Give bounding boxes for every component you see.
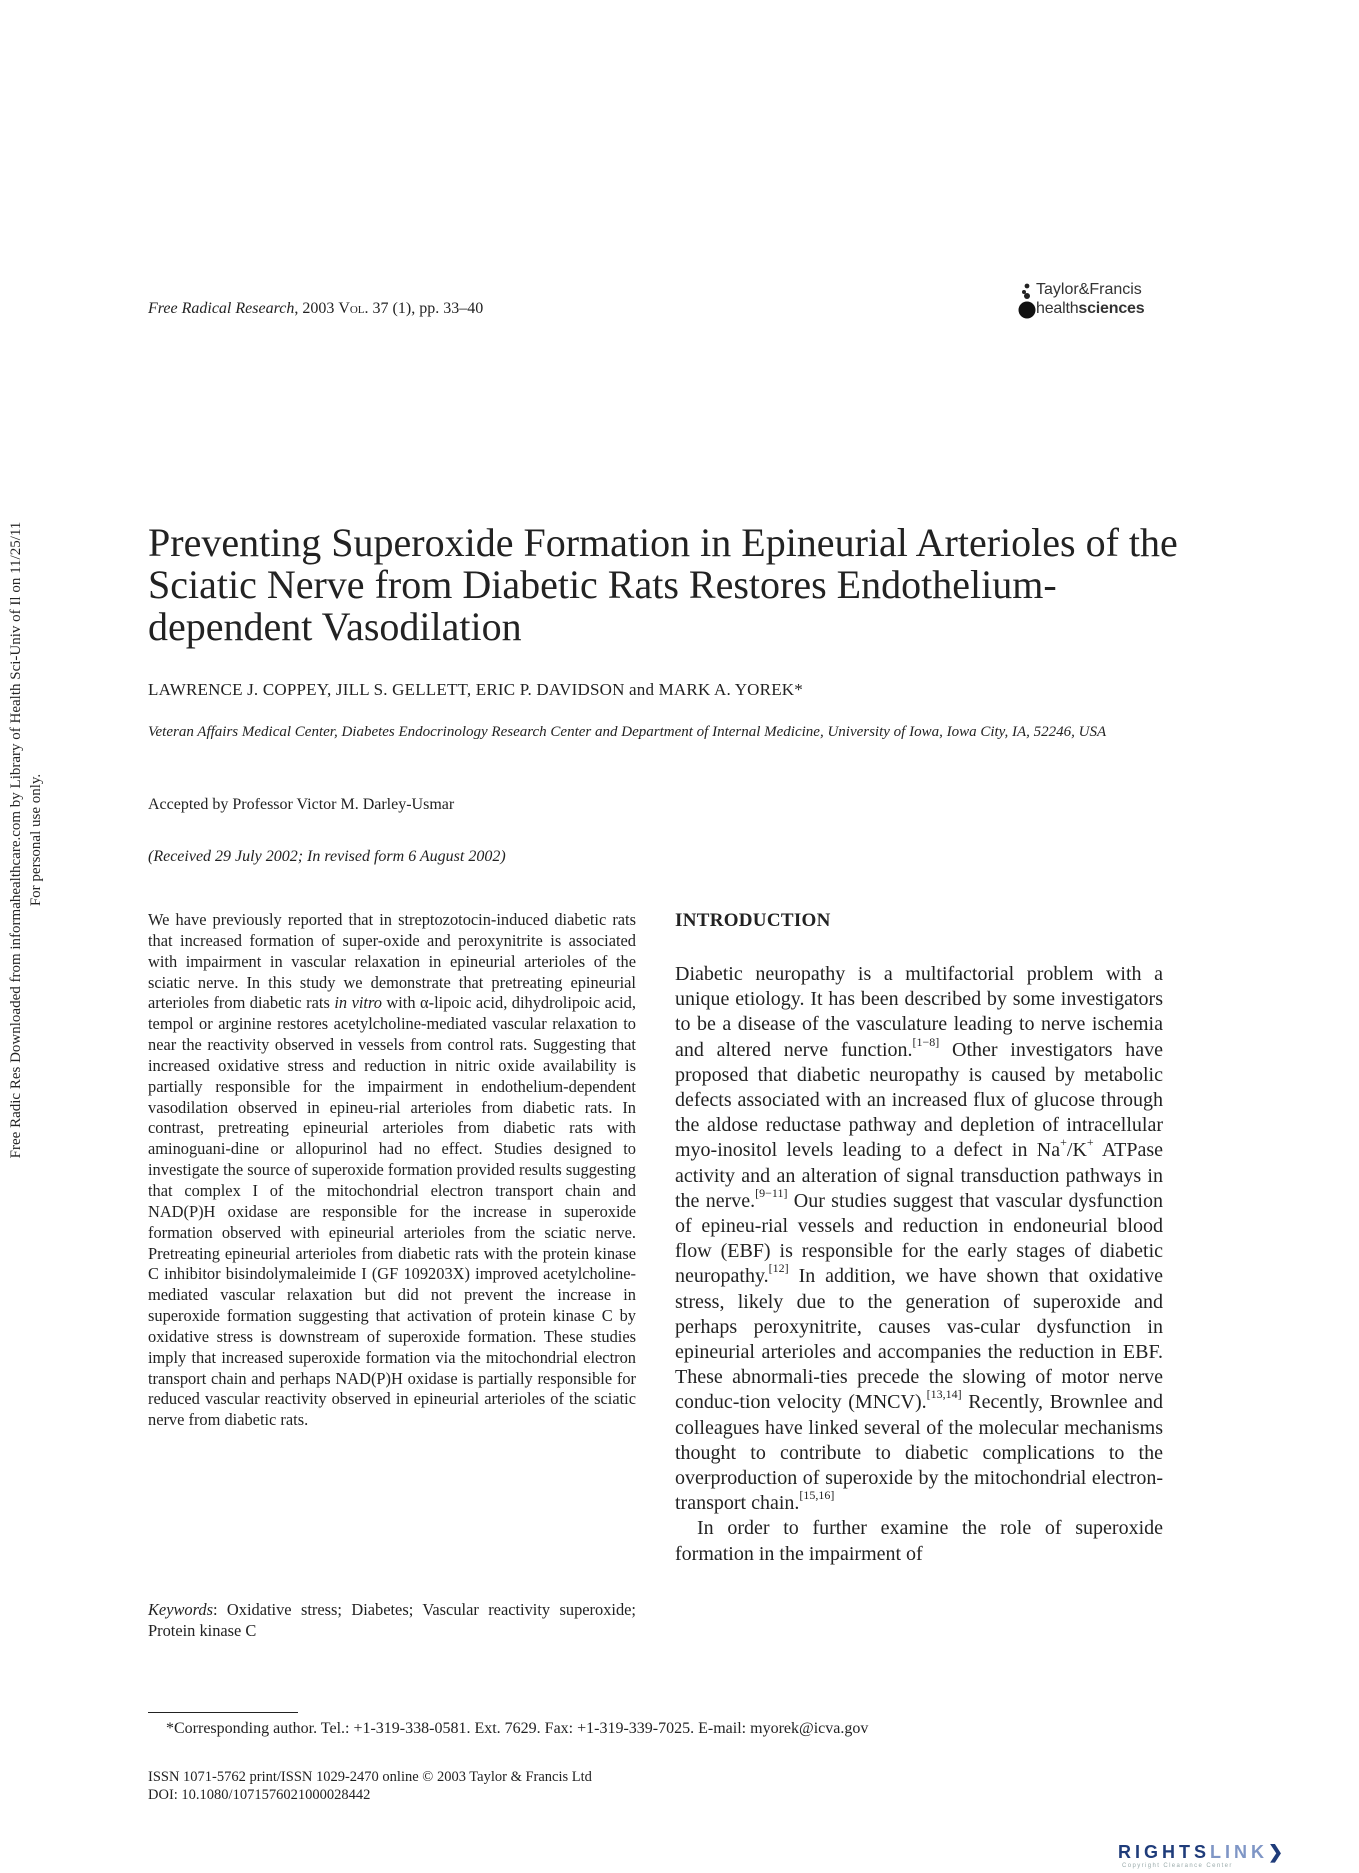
footnote-divider — [148, 1712, 298, 1713]
personal-use-notice: For personal use only. — [28, 773, 44, 907]
affiliation: Veteran Affairs Medical Center, Diabetes Endocrinology Research Center and Department of Internal Medicine, University of Iowa, Iowa City, IA, 52246, USA — [148, 724, 1107, 740]
section-heading-introduction: INTRODUCTION — [675, 910, 831, 931]
corresponding-author-footnote: *Corresponding author. Tel.: +1-319-338-0581. Ext. 7629. Fax: +1-319-339-7025. E-mail: myorek@icva.gov — [166, 1720, 869, 1737]
introduction-paragraph: Diabetic neuropathy is a multifactorial problem with a unique etiology. It has been described by some investigators to be a disease of the vasculature leading to nerve ischemia and altered nerve function.[1−8] Other investigators have proposed that diabetic neuropathy is caused by metabolic defects associated with an increased flux of glucose through the aldose reductase pathway and depletion of intracellular myo-inositol levels leading to a defect in Na+/K+ ATPase activity and an alteration of signal transduction pathways in the nerve.[9−11] Our studies suggest that vascular dysfunction of epineu-rial vessels and reduction in endoneurial blood flow (EBF) is responsible for the early stages of diabetic neuropathy.[12] In addition, we have shown that oxidative stress, likely due to the generation of superoxide and perhaps peroxynitrite, causes vas-cular dysfunction in epineurial arterioles and accompanies the reduction in EBF. These abnormali-ties precede the slowing of motor nerve conduc-tion velocity (MNCV).[13,14] Recently, Brownlee and colleagues have linked several of the molecular mechanisms thought to contribute to diabetic complications to the overproduction of superoxide by the mitochondrial electron-transport chain.[15,16] — [675, 963, 1164, 1515]
accepted-by: Accepted by Professor Victor M. Darley-Usmar — [148, 796, 455, 813]
citation: [1−8] — [912, 1034, 940, 1049]
received-dates: (Received 29 July 2002; In revised form 6 August 2002) — [148, 848, 506, 865]
download-watermark — [0, 0, 65, 1873]
journal-name: Free Radical Research — [148, 300, 295, 317]
introduction-body — [675, 962, 1163, 1567]
volume-label: Vol. — [338, 300, 369, 317]
keywords-list: : Oxidative stress; Diabetes; Vascular reactivity superoxide; Protein kinase C — [148, 1600, 636, 1640]
doi-line: DOI: 10.1080/1071576021000028442 — [148, 1787, 371, 1803]
rightslink-arrow-icon: ❯ — [1268, 1842, 1288, 1862]
journal-citation — [148, 300, 483, 318]
download-notice: Free Radic Res Downloaded from informahealthcare.com by Library of Health Sci-Univ of Il on 11/25/11 — [8, 521, 24, 1159]
issn-block — [148, 1768, 592, 1804]
abstract: We have previously reported that in streptozotocin-induced diabetic rats that increased formation of super-oxide and peroxynitrite is associated with impairment in vascular relaxation in epineurial arterioles of the sciatic nerve. In this study we demonstrate that pretreating epineurial arterioles from diabetic rats in vitro with α-lipoic acid, dihydrolipoic acid, tempol or arginine restores acetylcholine-mediated vascular relaxation to near the reactivity observed in vessels from control rats. Suggesting that increased oxidative stress and reduction in nitric oxide availability is partially responsible for the impairment in endothelium-dependent vasodilation observed in epineu-rial arterioles from diabetic rats. In contrast, pretreating epineurial arterioles from diabetic rats with aminoguani-dine or allopurinol had no effect. Studies designed to investigate the source of superoxide formation provided results suggesting that complex I of the mitochondrial electron transport chain and NAD(P)H oxidase are responsible for the increase in superoxide formation observed with epineurial arterioles from the sciatic nerve. Pretreating epineurial arterioles from diabetic rats with the protein kinase C inhibitor bisindolymaleimide I (GF 109203X) improved acetylcholine-mediated vascular relaxation but did not prevent the increase in superoxide formation suggesting that activation of protein kinase C by oxidative stress is downstream of superoxide formation. These studies imply that increased superoxide formation via the mitochondrial electron transport chain and perhaps NAD(P)H oxidase is partially responsible for reduced vascular reactivity observed in epineurial arterioles of the sciatic nerve from diabetic rats. — [148, 910, 636, 1430]
article-title: Preventing Superoxide Formation in Epineurial Arterioles of the Sciatic Nerve from Diabetic Rats Restores Endothelium-dependent Vasodilation — [148, 520, 1178, 649]
journal-year: , 2003 — [294, 300, 339, 317]
publisher-division: healthsciences — [1036, 300, 1145, 317]
keywords-label: Keywords — [148, 1600, 213, 1619]
keywords — [148, 1600, 636, 1642]
rightslink-subtitle: Copyright Clearance Center — [1122, 1863, 1233, 1869]
citation: [13,14] — [926, 1387, 962, 1402]
volume-info: 37 (1), pp. 33–40 — [368, 300, 484, 317]
author-list: LAWRENCE J. COPPEY, JILL S. GELLETT, ERIC P. DAVIDSON and MARK A. YOREK* — [148, 680, 803, 699]
issn-line: ISSN 1071-5762 print/ISSN 1029-2470 online © 2003 Taylor & Francis Ltd — [148, 1769, 592, 1785]
publisher-name: Taylor&Francis — [1036, 281, 1142, 298]
citation: [15,16] — [799, 1488, 835, 1503]
citation: [9−11] — [755, 1185, 788, 1200]
citation: [12] — [768, 1261, 789, 1276]
publisher-logo — [1018, 280, 1168, 322]
rightslink-logo: RIGHTSLINK❯ Copyright Clearance Center — [1118, 1842, 1356, 1870]
introduction-paragraph: In order to further examine the role of superoxide formation in the impairment of — [675, 1517, 1163, 1565]
